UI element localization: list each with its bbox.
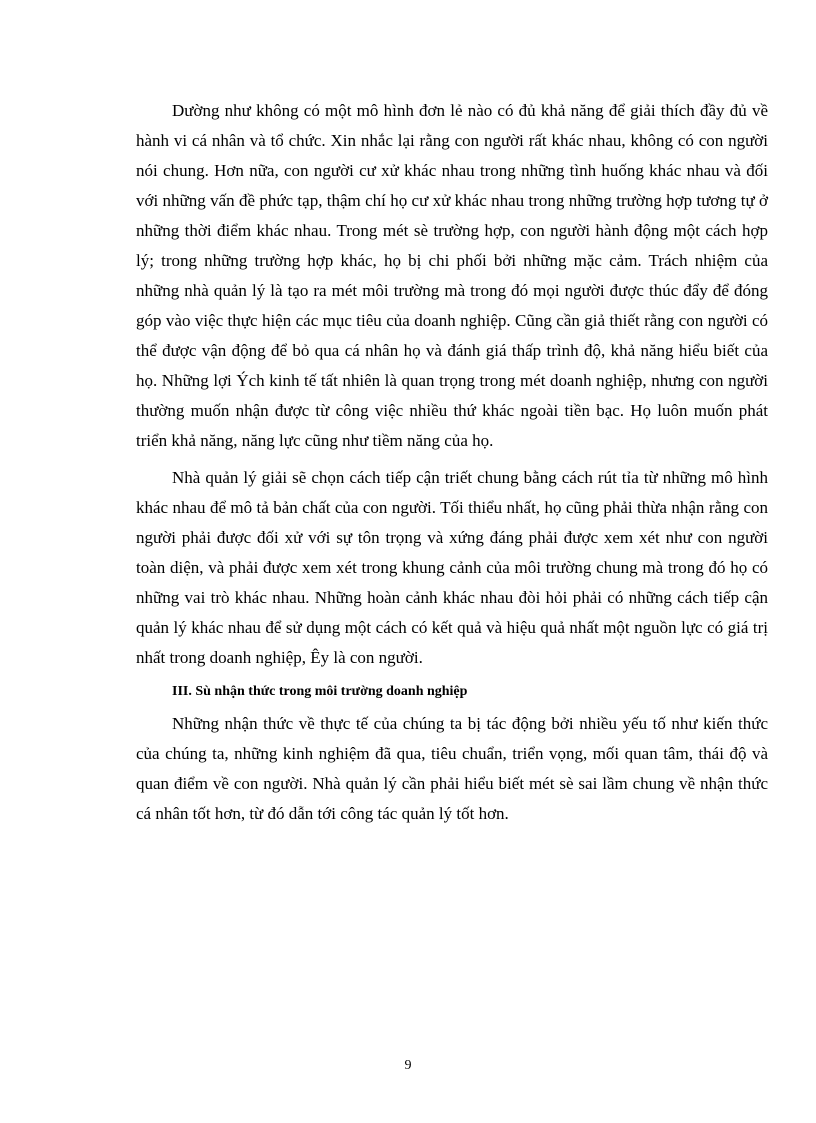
page-number: 9 <box>404 1058 412 1073</box>
body-paragraph-3: Những nhận thức về thực tế của chúng ta bị tác động bởi nhiều yếu tố như kiến thức của chúng ta, những kinh nghiệm đã qua, tiêu chuẩn, triển vọng, mối quan tâm, thái độ và quan điểm về con người. Nhà quản lý cần phải hiểu biết mét sè sai lầm chung về nhận thức cá nhân tốt hơn, từ đó dẫn tới công tác quản lý tốt hơn. <box>136 714 768 823</box>
body-paragraph-2: Nhà quản lý giải sẽ chọn cách tiếp cận triết chung bằng cách rút tỉa từ những mô hình khác nhau để mô tả bản chất của con người. Tối thiểu nhất, họ cũng phải thừa nhận rằng con người phải được đối xử với sự tôn trọng và xứng đáng phải được xem xét như con người toàn diện, và phải được xem xét trong khung cảnh của môi trường chung mà trong đó họ có những vai trò khác nhau. Những hoàn cảnh khác nhau đòi hỏi phải có những cách tiếp cận quản lý khác nhau để sử dụng một cách có kết quả và hiệu quả nhất một nguồn lực có giá trị nhất trong doanh nghiệp, Êy là con người. <box>136 468 768 667</box>
document-page <box>136 96 768 829</box>
body-paragraph-1: Dường như không có một mô hình đơn lẻ nào có đủ khả năng để giải thích đầy đủ về hành vi cá nhân và tổ chức. Xin nhắc lại rằng con người rất khác nhau, không có con người nói chung. Hơn nữa, con người cư xử khác nhau trong những tình huống khác nhau và đối với những vấn đề phức tạp, thậm chí họ cư xử khác nhau trong những trường hợp tương tự ở những thời điểm khác nhau. Trong mét sè trường hợp, con người hành động một cách hợp lý; trong những trường hợp khác, họ bị chi phối bởi những mặc cảm. Trách nhiệm của những nhà quản lý là tạo ra mét môi trường mà trong đó mọi người được thúc đẩy để đóng góp vào việc thực hiện các mục tiêu của doanh nghiệp. Cũng cần giả thiết rằng con người có thể được vận động để bỏ qua cá nhân họ và đánh giá thấp trình độ, khả năng hiểu biết của họ. Những lợi Ých kinh tế tất nhiên là quan trọng trong mét doanh nghiệp, nhưng con người thường muốn nhận được từ công việc nhiều thứ khác ngoài tiền bạc. Họ luôn muốn phát triển khả năng, năng lực cũng như tiềm năng của họ. <box>136 101 768 450</box>
section-heading: III. Sù nhận thức trong môi trường doanh nghiệp <box>172 684 468 699</box>
